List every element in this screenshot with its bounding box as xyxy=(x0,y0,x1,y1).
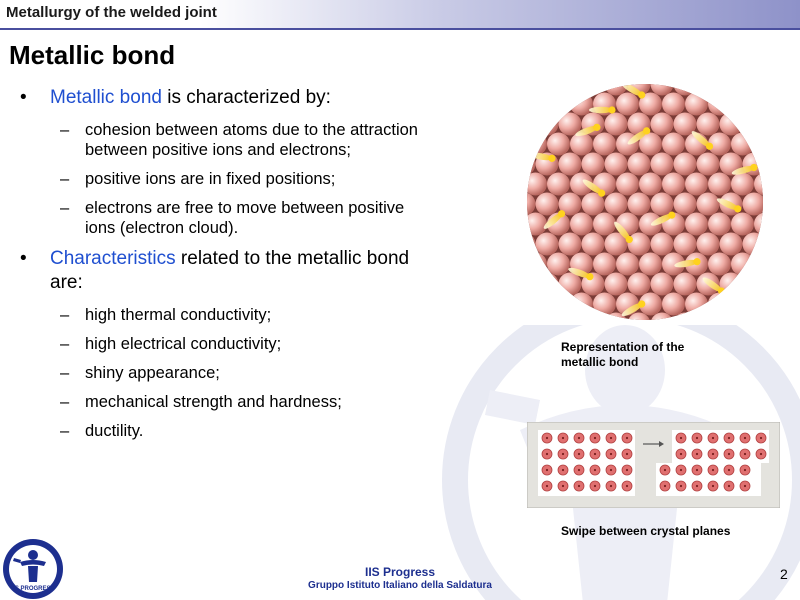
slip-ion-core xyxy=(626,469,628,471)
positive-ion xyxy=(662,93,685,116)
slip-ion-core xyxy=(578,469,580,471)
slip-ion-core xyxy=(680,453,682,455)
positive-ion xyxy=(651,153,674,176)
sub-bullet-text: cohesion between atoms due to the attraction between positive ions and electrons; xyxy=(85,121,418,159)
slip-ion-core xyxy=(712,453,714,455)
sub-bullet-text: mechanical strength and hardness; xyxy=(85,393,342,411)
slip-ion-core xyxy=(728,485,730,487)
positive-ion xyxy=(662,293,685,316)
positive-ion xyxy=(674,233,697,256)
positive-ion xyxy=(674,273,697,296)
positive-ion xyxy=(651,113,674,136)
positive-ion xyxy=(536,233,559,256)
positive-ion xyxy=(674,193,697,216)
positive-ion xyxy=(674,153,697,176)
slip-ion-core xyxy=(626,437,628,439)
positive-ion xyxy=(547,173,570,196)
slip-ion-core xyxy=(744,453,746,455)
positive-ion xyxy=(708,173,731,196)
positive-ion xyxy=(697,233,720,256)
slip-ion-core xyxy=(680,485,682,487)
positive-ion xyxy=(593,253,616,276)
slide-title: Metallic bond xyxy=(9,40,176,70)
slip-ion-core xyxy=(664,469,666,471)
slip-ion-core xyxy=(610,485,612,487)
slip-ion-core xyxy=(578,485,580,487)
positive-ion xyxy=(720,233,743,256)
slip-ion-core xyxy=(594,453,596,455)
positive-ion xyxy=(628,193,651,216)
slip-ion-core xyxy=(680,469,682,471)
slip-ion-core xyxy=(562,469,564,471)
positive-ion xyxy=(731,173,754,196)
sub-bullet-text: shiny appearance; xyxy=(85,364,220,382)
positive-ion xyxy=(708,253,731,276)
sub-bullet-dash: – xyxy=(60,306,70,324)
slip-ion-core xyxy=(728,469,730,471)
bullet-text: is characterized by: xyxy=(161,87,331,108)
slip-ion-core xyxy=(696,469,698,471)
positive-ion xyxy=(685,213,708,236)
sub-bullet xyxy=(20,334,430,354)
positive-ion xyxy=(731,213,754,236)
sub-bullet xyxy=(20,363,430,383)
slip-ion-core xyxy=(760,453,762,455)
slip-ion-core xyxy=(728,453,730,455)
sub-bullet-text: high thermal conductivity; xyxy=(85,306,272,324)
slip-ion-core xyxy=(744,437,746,439)
slip-ion-core xyxy=(744,469,746,471)
positive-ion xyxy=(582,153,605,176)
positive-ion xyxy=(662,133,685,156)
slip-ion-core xyxy=(562,437,564,439)
slip-ion-core xyxy=(594,437,596,439)
positive-ion xyxy=(593,133,616,156)
positive-ion xyxy=(605,273,628,296)
bullet-text: related to the metallic bond are: xyxy=(50,248,410,293)
bullet-highlight: Characteristics xyxy=(50,248,176,269)
positive-ion xyxy=(628,233,651,256)
sub-bullet-dash: – xyxy=(60,393,70,411)
slip-ion-core xyxy=(610,469,612,471)
bullet-highlight: Metallic bond xyxy=(50,87,162,108)
sub-bullet-dash: – xyxy=(60,170,70,188)
slip-ion-core xyxy=(594,469,596,471)
slip-ion-core xyxy=(744,485,746,487)
bullet-characteristics xyxy=(20,247,430,295)
sub-bullet-dash: – xyxy=(60,422,70,440)
positive-ion xyxy=(582,233,605,256)
slip-ion-core xyxy=(696,485,698,487)
sub-bullet-dash: – xyxy=(60,121,70,139)
positive-ion xyxy=(605,193,628,216)
slip-ion-core xyxy=(680,437,682,439)
positive-ion xyxy=(651,233,674,256)
sub-bullet xyxy=(20,169,430,189)
positive-ion xyxy=(708,213,731,236)
sub-bullet xyxy=(20,421,430,441)
positive-ion xyxy=(559,233,582,256)
slip-ion-core xyxy=(712,485,714,487)
positive-ion xyxy=(743,193,766,216)
positive-ion xyxy=(616,173,639,196)
positive-ion xyxy=(639,253,662,276)
sub-bullet-text: high electrical conductivity; xyxy=(85,335,282,353)
positive-ion xyxy=(662,173,685,196)
slip-ion-core xyxy=(712,469,714,471)
positive-ion xyxy=(570,213,593,236)
positive-ion xyxy=(639,173,662,196)
positive-ion xyxy=(547,133,570,156)
positive-ion xyxy=(685,173,708,196)
svg-text:IIS PROGRESS: IIS PROGRESS xyxy=(11,586,55,592)
sub-bullet-dash: – xyxy=(60,364,70,382)
caption-metallic-bond: Representation of the metallic bond xyxy=(561,340,685,369)
slip-ion-core xyxy=(594,485,596,487)
slip-ion-core xyxy=(546,453,548,455)
positive-ion xyxy=(559,153,582,176)
positive-ion xyxy=(593,213,616,236)
sub-bullet xyxy=(20,198,430,238)
bullet-list xyxy=(20,86,430,450)
slip-ion-core xyxy=(760,437,762,439)
slip-ion-core xyxy=(546,469,548,471)
page-number: 2 xyxy=(780,566,788,582)
slip-ion-core xyxy=(626,453,628,455)
positive-ion xyxy=(616,93,639,116)
header-title: Metallurgy of the welded joint xyxy=(6,4,217,21)
footer-group-name: Gruppo Istituto Italiano della Saldatura xyxy=(308,580,492,591)
positive-ion xyxy=(628,153,651,176)
slip-ion-core xyxy=(610,453,612,455)
slip-ion-core xyxy=(562,453,564,455)
sub-bullet-dash: – xyxy=(60,335,70,353)
positive-ion xyxy=(697,193,720,216)
metallic-bond-illustration xyxy=(520,80,770,325)
bullet-dot: • xyxy=(20,87,27,108)
positive-ion xyxy=(697,153,720,176)
iis-progress-logo xyxy=(2,538,64,600)
footer-organization xyxy=(300,565,500,591)
sub-bullet-text: positive ions are in fixed positions; xyxy=(85,170,336,188)
slip-ion-core xyxy=(696,453,698,455)
positive-ion xyxy=(570,133,593,156)
sub-bullet xyxy=(20,120,430,160)
slip-planes-illustration xyxy=(527,422,780,508)
bullet-metallic-bond xyxy=(20,86,430,110)
caption-slip-planes: Swipe between crystal planes xyxy=(561,524,731,538)
positive-ion xyxy=(651,273,674,296)
positive-ion xyxy=(628,273,651,296)
positive-ion xyxy=(547,253,570,276)
slip-ion-core xyxy=(626,485,628,487)
slip-ion-core xyxy=(562,485,564,487)
sub-bullet-dash: – xyxy=(60,199,70,217)
sub-bullet-text: ductility. xyxy=(85,422,144,440)
positive-ion xyxy=(605,153,628,176)
header-divider xyxy=(0,28,800,30)
slip-ion-core xyxy=(712,437,714,439)
sub-bullet-text: electrons are free to move between positive ions (electron cloud). xyxy=(85,199,405,237)
sub-bullet xyxy=(20,305,430,325)
sub-bullet xyxy=(20,392,430,412)
slip-ion-core xyxy=(664,485,666,487)
slip-ion-core xyxy=(610,437,612,439)
slip-ion-core xyxy=(578,453,580,455)
slip-ion-core xyxy=(728,437,730,439)
bullet-dot: • xyxy=(20,248,27,269)
slip-ion-core xyxy=(696,437,698,439)
footer-org-name: IIS Progress xyxy=(364,565,436,579)
slip-ion-core xyxy=(546,485,548,487)
positive-ion xyxy=(697,113,720,136)
positive-ion xyxy=(605,113,628,136)
slip-ion-core xyxy=(578,437,580,439)
slip-ion-core xyxy=(546,437,548,439)
positive-ion xyxy=(536,193,559,216)
positive-ion xyxy=(616,253,639,276)
